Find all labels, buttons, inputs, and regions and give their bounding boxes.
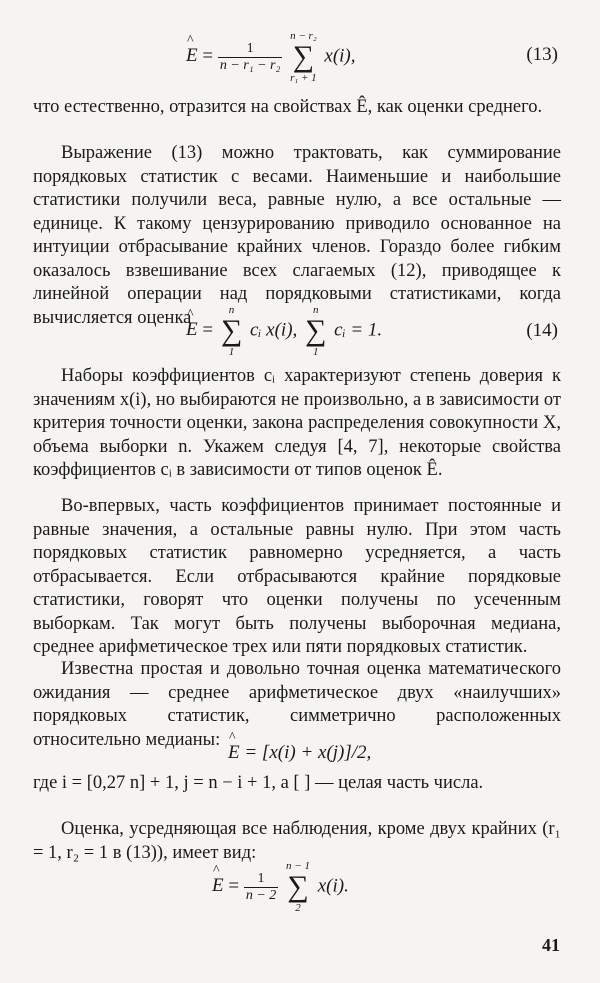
equation-median-pair-rhs: = [x(i) + x(j)]/2, <box>244 742 372 763</box>
summation <box>290 30 317 84</box>
sum-upper-limit: n − 1 <box>286 860 310 872</box>
equation-14-lhs: ^ E <box>186 319 198 341</box>
page-number: 41 <box>542 935 560 955</box>
sum-lower-limit: r₁ + 1 <box>290 72 317 84</box>
equation-13-equals: = <box>202 45 214 67</box>
sum-upper-limit: n <box>312 304 319 316</box>
fraction-denominator: n − 2 <box>245 887 277 903</box>
equation-13-lhs: ^ E <box>186 45 198 67</box>
sum-upper-limit: n − r₂ <box>290 30 317 42</box>
sum-lower-limit: 1 <box>312 346 319 358</box>
paragraph-7: Оценка, усредняющая все наблюдения, кроме двух крайних (r₁ = 1, r₂ = 1 в (13)), имеет вид: <box>33 819 561 863</box>
fraction-numerator: 1 <box>257 870 265 886</box>
paragraph-4: Во-впервых, часть коэффициентов принимает постоянные и равные значения, а остальные равны нулю. При этом часть порядковых статистик равномерно усредняется, а часть отбрасывается. Если отбрасываются крайние порядковые статистики, говорят что оценки получены по усеченным выборкам. Так могут быть получены выборочная медиана, среднее арифметическое трех или пяти порядковых статистик. <box>33 496 561 657</box>
equation-14-term-1: cᵢ x(i), <box>249 319 298 341</box>
fraction-denominator: n − r₁ − r₂ <box>219 57 281 73</box>
equation-13-number: (13) <box>526 44 558 65</box>
sigma-symbol: ∑ <box>220 314 243 347</box>
equation-trimmed-mean <box>0 860 600 930</box>
sigma-symbol: ∑ <box>292 40 315 73</box>
equation-13-fraction <box>218 41 283 74</box>
equation-14-equals: = <box>202 319 214 341</box>
equation-trimmed-mean-lhs: ^ E <box>212 875 224 897</box>
paragraph-5: Известна простая и довольно точная оценка математического ожидания — среднее арифметическое двух «наилучших» порядковых статистик, симметрично расположенных относительно медианы: <box>33 659 561 750</box>
paragraph-1: что естественно, отразится на свойствах Ê, как оценки среднего. <box>33 97 543 117</box>
equation-14 <box>0 302 600 372</box>
sum-lower-limit: 1 <box>228 346 235 358</box>
equation-trimmed-mean-term: x(i). <box>317 875 349 897</box>
sum-lower-limit: 2 <box>295 902 301 914</box>
equation-median-pair <box>228 742 371 764</box>
summation <box>286 860 310 914</box>
equation-13-term: x(i), <box>324 45 356 67</box>
fraction-numerator: 1 <box>246 40 254 56</box>
summation-1 <box>221 304 242 358</box>
sigma-symbol: ∑ <box>305 314 327 347</box>
paragraph-6: где i = [0,27 n] + 1, j = n − i + 1, а [ ] — целая часть числа. <box>33 773 484 793</box>
summation-2 <box>305 304 326 358</box>
paragraph-2: Выражение (13) можно трактовать, как суммирование порядковых статистик с весами. Наименьшие и наибольшие статистики получили веса, равные нулю, а все остальные — единице. К такому цензурированию приводило основанное на интуиции отбрасывание крайних членов. Гораздо более гибким оказалось взвешивание всех слагаемых (12), приводящее к линейной операции над порядковыми статистиками, когда вычисляется оценка <box>33 143 561 328</box>
sum-upper-limit: n <box>228 304 235 316</box>
equation-trimmed-mean-fraction <box>244 871 278 904</box>
sigma-symbol: ∑ <box>287 870 309 903</box>
equation-trimmed-mean-equals: = <box>228 875 240 897</box>
paragraph-3: Наборы коэффициентов cᵢ характеризуют степень доверия к значениям x(i), но выбираются не произвольно, а в зависимости от критерия точности оценки, закона распределения совокупности X, объема выборки n. Укажем следуя [4, 7], некоторые свойства коэффициентов cᵢ в зависимости от типов оценок Ê. <box>33 366 561 480</box>
equation-14-number: (14) <box>526 320 558 341</box>
equation-median-pair-lhs: ^ E <box>228 742 240 764</box>
equation-13 <box>0 22 600 92</box>
equation-14-term-2: cᵢ = 1. <box>334 319 383 341</box>
